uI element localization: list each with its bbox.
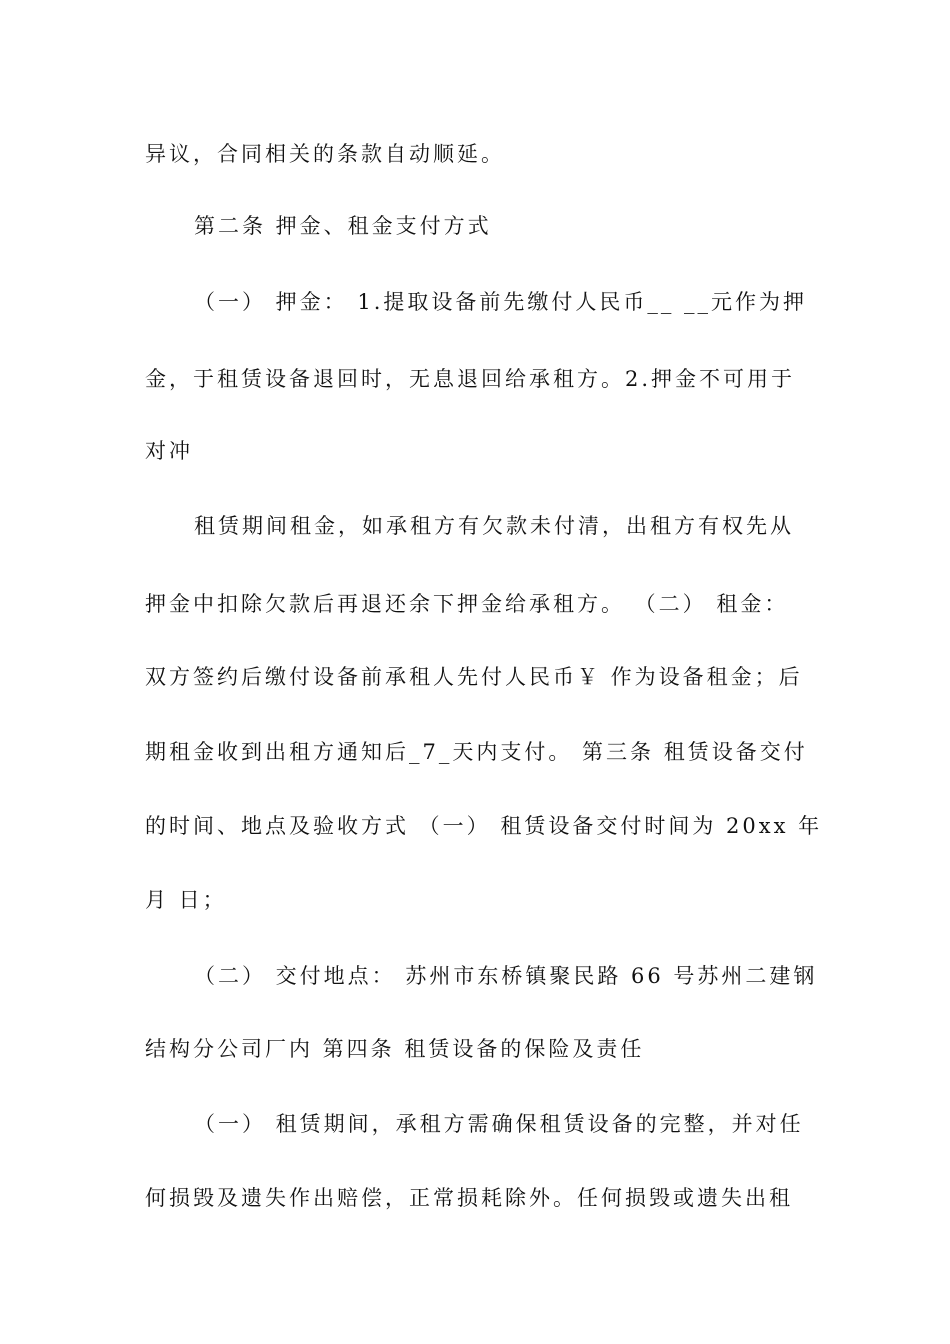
paragraph-line: 月 日； xyxy=(145,888,227,912)
paragraph-line: （一） 押金： 1.提取设备前先缴付人民币__ __元作为押 xyxy=(194,290,808,314)
paragraph-line: （二） 交付地点： 苏州市东桥镇聚民路 66 号苏州二建钢 xyxy=(194,964,818,988)
paragraph-line: （一） 租赁期间，承租方需确保租赁设备的完整，并对任 xyxy=(194,1112,804,1136)
paragraph-line: 金，于租赁设备退回时，无息退回给承租方。2.押金不可用于 xyxy=(145,367,796,391)
paragraph-line: 对冲 xyxy=(145,439,193,463)
paragraph-line: 租赁期间租金，如承租方有欠款未付清，出租方有权先从 xyxy=(194,514,794,538)
paragraph-line: 押金中扣除欠款后再退还余下押金给承租方。 （二） 租金： xyxy=(145,592,789,616)
section-heading: 第二条 押金、租金支付方式 xyxy=(194,214,492,238)
paragraph-line: 双方签约后缴付设备前承租人先付人民币￥ 作为设备租金；后 xyxy=(145,665,803,689)
paragraph-line: 期租金收到出租方通知后_7_天内支付。 第三条 租赁设备交付 xyxy=(145,740,808,764)
paragraph-line: 何损毁及遗失作出赔偿，正常损耗除外。任何损毁或遗失出租 xyxy=(145,1186,793,1210)
paragraph-line: 结构分公司厂内 第四条 租赁设备的保险及责任 xyxy=(145,1037,645,1061)
paragraph-line: 的时间、地点及验收方式 （一） 租赁设备交付时间为 20xx 年 xyxy=(145,814,823,838)
paragraph-line: 异议，合同相关的条款自动顺延。 xyxy=(145,142,505,166)
